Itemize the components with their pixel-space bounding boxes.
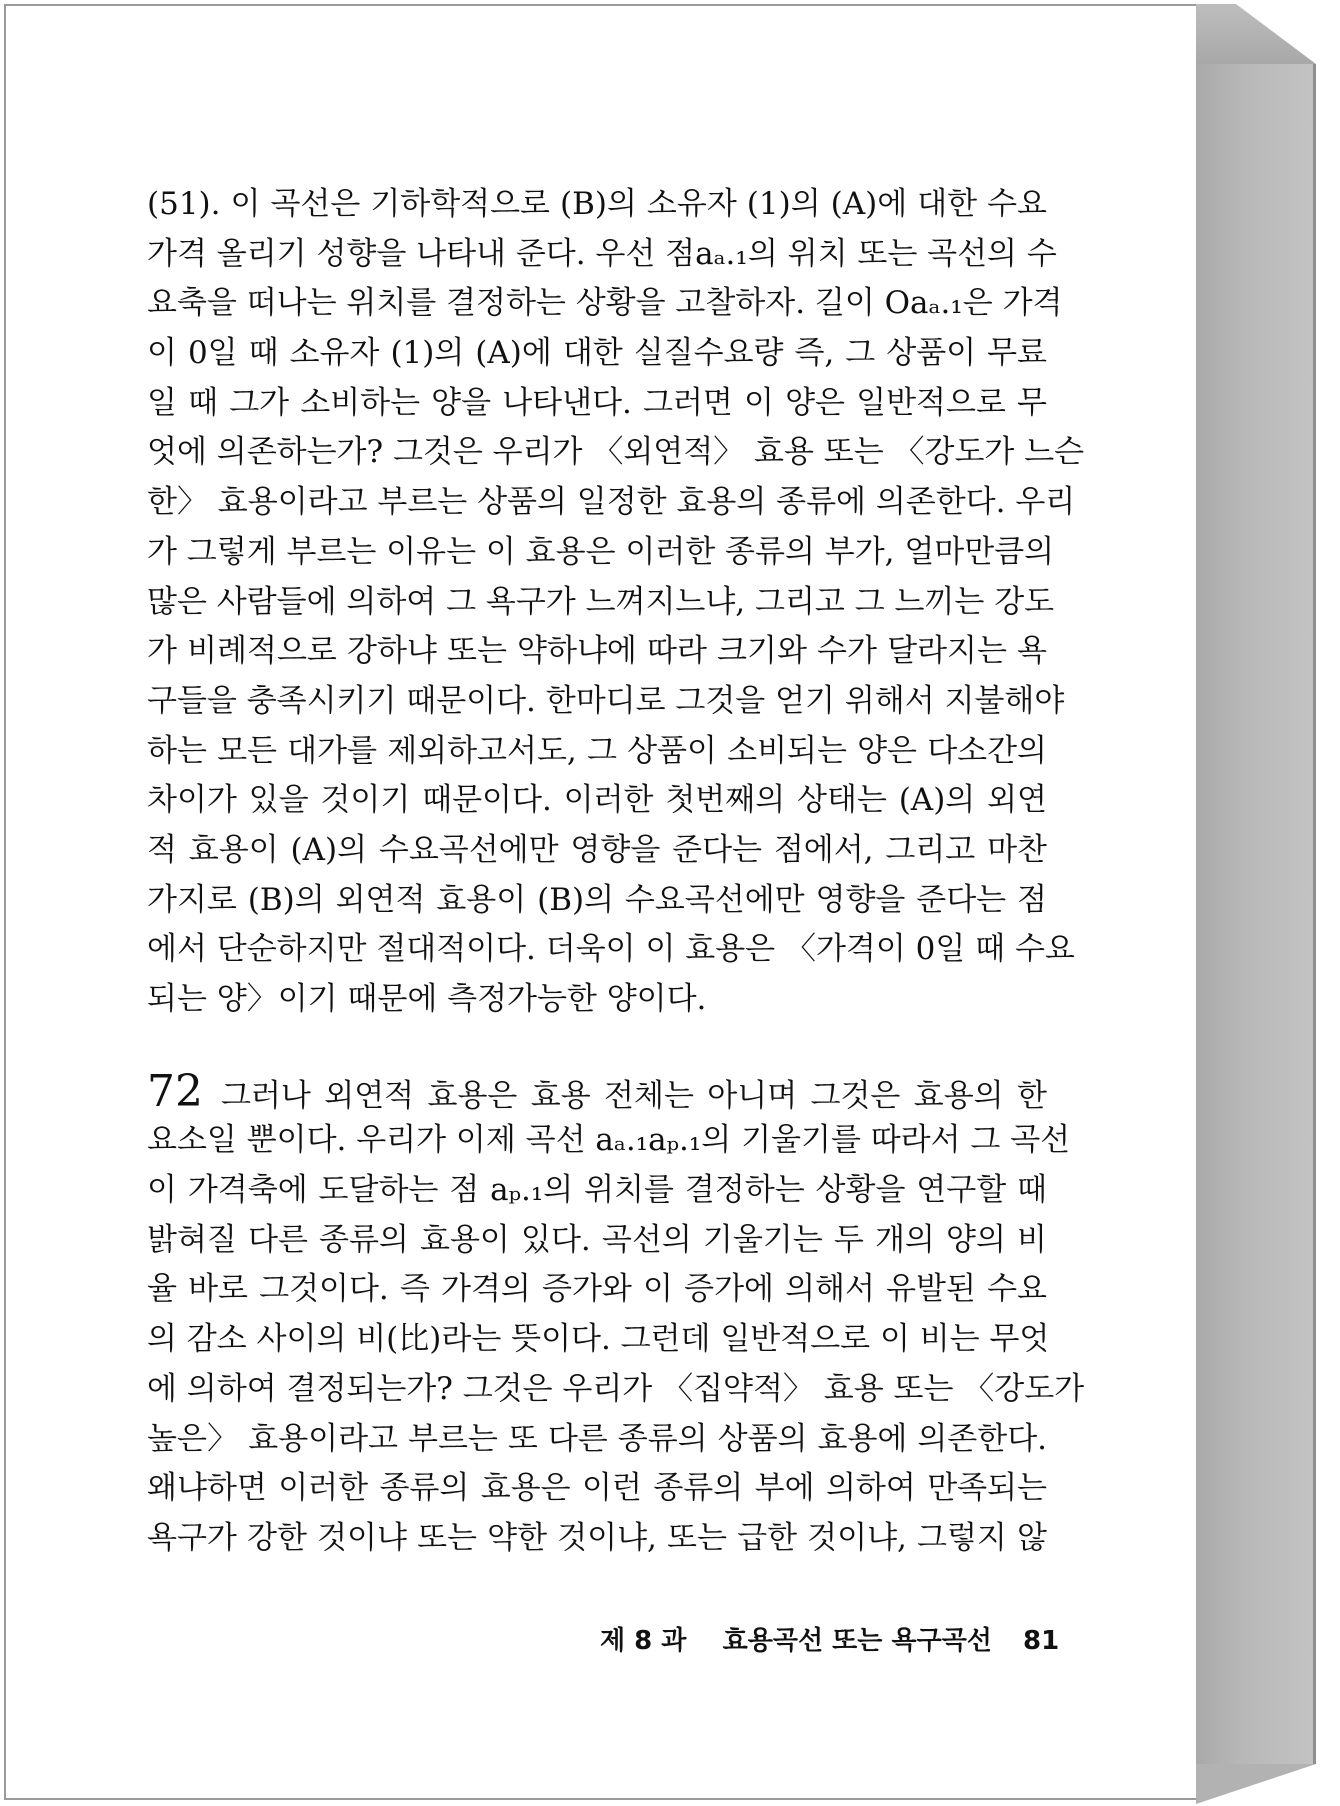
book-page-edges: [1196, 64, 1316, 1764]
text-line: 에서 단순하지만 절대적이다. 더욱이 이 효용은 〈가격이 0일 때 수요: [147, 931, 1075, 968]
text-line: 엇에 의존하는가? 그것은 우리가 〈외연적〉 효용 또는 〈강도가 느슨: [147, 434, 1085, 471]
text-line: 가 비례적으로 강하냐 또는 약하냐에 따라 크기와 수가 달라지는 욕: [147, 633, 1047, 670]
paragraph-gap: [147, 1025, 1047, 1067]
text-line: 되는 양〉이기 때문에 측정가능한 양이다.: [147, 981, 707, 1017]
chapter-label: 제 8 과: [600, 1626, 687, 1656]
text-line: 높은〉 효용이라고 부르는 또 다른 종류의 상품의 효용에 의존한다.: [147, 1420, 1047, 1457]
text-line: 적 효용이 (A)의 수요곡선에만 영향을 준다는 점에서, 그리고 마찬: [147, 831, 1047, 868]
text-line: 구들을 충족시키기 때문이다. 한마디로 그것을 얻기 위해서 지불해야: [147, 682, 1065, 719]
text-line: 가격 올리기 성향을 나타내 준다. 우선 점aₐ.₁의 위치 또는 곡선의 수: [147, 235, 1057, 272]
text-line: 한〉 효용이라고 부르는 상품의 일정한 효용의 종류에 의존한다. 우리: [147, 484, 1076, 521]
section-number: 72: [147, 1065, 203, 1117]
paragraph-2: [147, 1065, 1085, 1564]
text-line: 일 때 그가 소비하는 양을 나타낸다. 그러면 이 양은 일반적으로 무: [147, 384, 1047, 421]
text-line: 요소일 뿐이다. 우리가 이제 곡선 aₐ.₁aₚ.₁의 기울기를 따라서 그 곡선: [147, 1122, 1071, 1159]
text-line: (51). 이 곡선은 기하학적으로 (B)의 소유자 (1)의 (A)에 대한 수요: [147, 186, 1047, 222]
text-line: 가 그렇게 부르는 이유는 이 효용은 이러한 종류의 부가, 얼마만큼의: [147, 533, 1055, 570]
text-line: 이 가격축에 도달하는 점 aₚ.₁의 위치를 결정하는 상황을 연구할 때: [147, 1172, 1047, 1209]
text-line: 왜냐하면 이러한 종류의 효용은 이런 종류의 부에 의하여 만족되는: [147, 1470, 1047, 1507]
text-line: 율 바로 그것이다. 즉 가격의 증가와 이 증가에 의해서 유발된 수요: [147, 1271, 1047, 1308]
book-edge-bottom: [1196, 1764, 1316, 1804]
book-edge-top: [1196, 4, 1316, 64]
text-line: 에 의하여 결정되는가? 그것은 우리가 〈집약적〉 효용 또는 〈강도가: [147, 1370, 1085, 1407]
chapter-title: 효용곡선 또는 욕구곡선: [722, 1626, 992, 1656]
page-footer: [600, 1620, 1060, 1657]
text-line-first: [147, 1067, 1047, 1117]
page-number: 81: [1022, 1626, 1060, 1656]
text-line: 밝혀질 다른 종류의 효용이 있다. 곡선의 기울기는 두 개의 양의 비: [147, 1221, 1047, 1258]
text-line: 많은 사람들에 의하여 그 욕구가 느껴지느냐, 그리고 그 느끼는 강도: [147, 583, 1055, 620]
book-edge-line: [1313, 64, 1316, 1764]
text-line: 요축을 떠나는 위치를 결정하는 상황을 고찰하자. 길이 Oaₐ.₁은 가격: [147, 285, 1063, 322]
text-line: 그러나 외연적 효용은 효용 전체는 아니며 그것은 효용의 한: [221, 1077, 1047, 1114]
text-line: 차이가 있을 것이기 때문이다. 이러한 첫번째의 상태는 (A)의 외연: [147, 782, 1047, 819]
text-line: 가지로 (B)의 외연적 효용이 (B)의 수요곡선에만 영향을 준다는 점: [147, 881, 1047, 918]
paragraph-1: [147, 180, 1085, 1025]
text-line: 의 감소 사이의 비(比)라는 뜻이다. 그런데 일반적으로 이 비는 무엇: [147, 1321, 1050, 1358]
text-line: 이 0일 때 소유자 (1)의 (A)에 대한 실질수요량 즉, 그 상품이 무료: [147, 335, 1047, 372]
body-text: [147, 180, 1085, 1564]
text-line: 욕구가 강한 것이냐 또는 약한 것이냐, 또는 급한 것이냐, 그렇지 않: [147, 1519, 1047, 1556]
text-line: 하는 모든 대가를 제외하고서도, 그 상품이 소비되는 양은 다소간의: [147, 732, 1047, 769]
